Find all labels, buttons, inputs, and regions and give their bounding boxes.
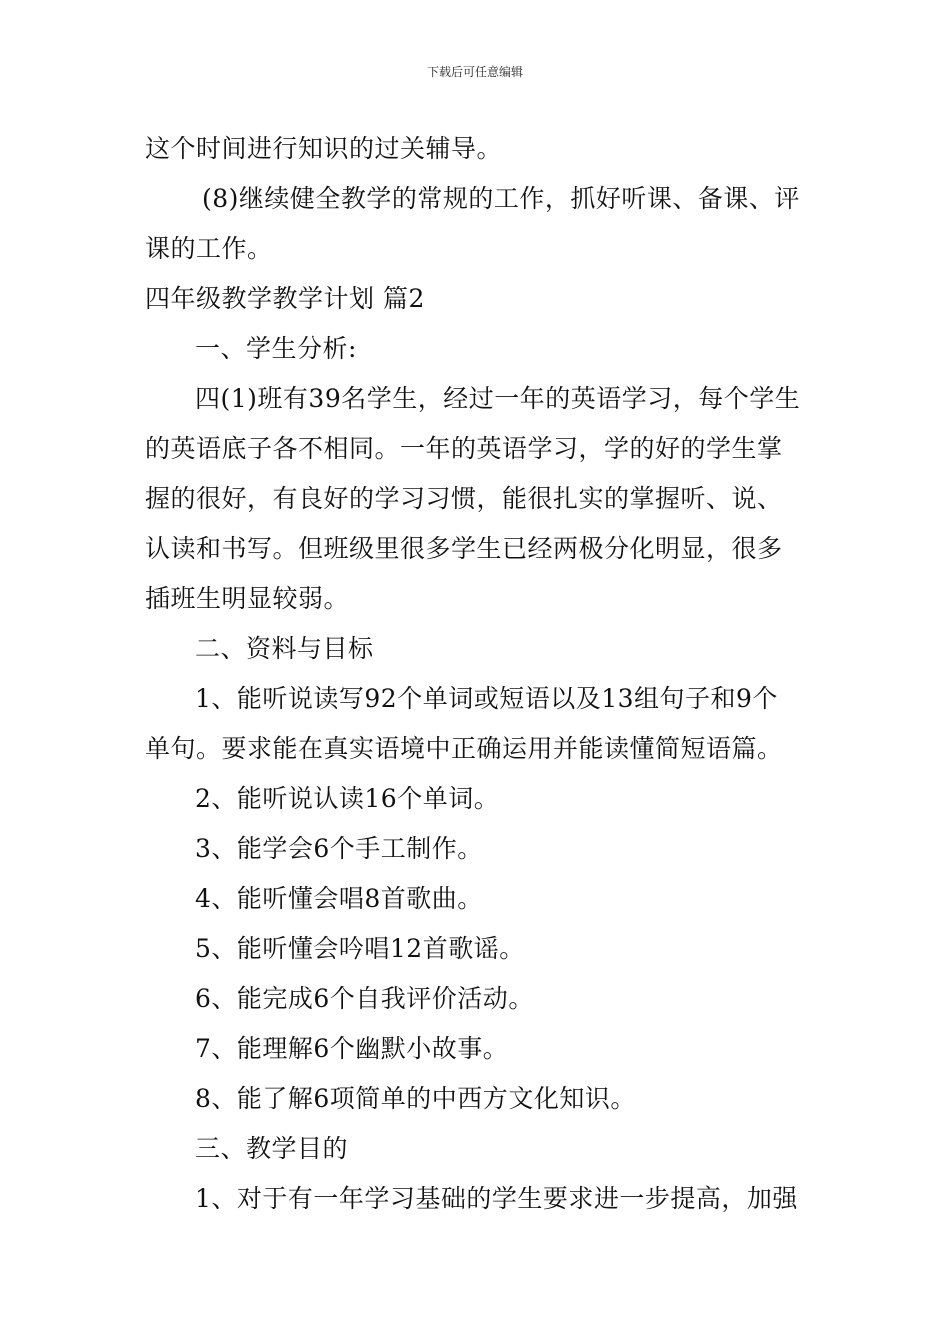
list-item: 2、能听说认读16个单词。 [195,784,500,813]
subsection-heading: 一、学生分析: [195,334,357,363]
document-body [145,124,810,1224]
text-line: 这个时间进行知识的过关辅导。 [145,134,503,163]
section-heading: 四年级教学教学计划 篇2 [145,284,425,313]
subsection-heading: 三、教学目的 [195,1134,349,1163]
text-line: 单句。要求能在真实语境中正确运用并能读懂简短语篇。 [145,734,783,763]
list-item: 7、能理解6个幽默小故事。 [195,1034,509,1063]
text-line: 握的很好，有良好的学习习惯，能很扎实的掌握听、说、 [145,484,783,513]
list-item: 8、能了解6项简单的中西方文化知识。 [195,1084,636,1113]
list-item: 4、能听懂会唱8首歌曲。 [195,884,483,913]
text-line: (8)继续健全教学的常规的工作，抓好听课、备课、评 [202,184,800,213]
text-line: 认读和书写。但班级里很多学生已经两极分化明显，很多 [145,534,783,563]
subsection-heading: 二、资料与目标 [195,634,374,663]
list-item: 1、能听说读写92个单词或短语以及13组句子和9个 [195,684,778,713]
list-item: 6、能完成6个自我评价活动。 [195,984,534,1013]
page-header-note: 下载后可任意编辑 [426,65,523,79]
list-item: 5、能听懂会吟唱12首歌谣。 [195,934,525,963]
text-line: 四(1)班有39名学生，经过一年的英语学习，每个学生 [195,384,801,413]
list-item: 1、对于有一年学习基础的学生要求进一步提高，加强 [195,1184,798,1213]
text-line: 插班生明显较弱。 [145,584,350,613]
text-line: 课的工作。 [145,234,273,263]
list-item: 3、能学会6个手工制作。 [195,834,483,863]
text-line: 的英语底子各不相同。一年的英语学习，学的好的学生掌 [145,434,783,463]
